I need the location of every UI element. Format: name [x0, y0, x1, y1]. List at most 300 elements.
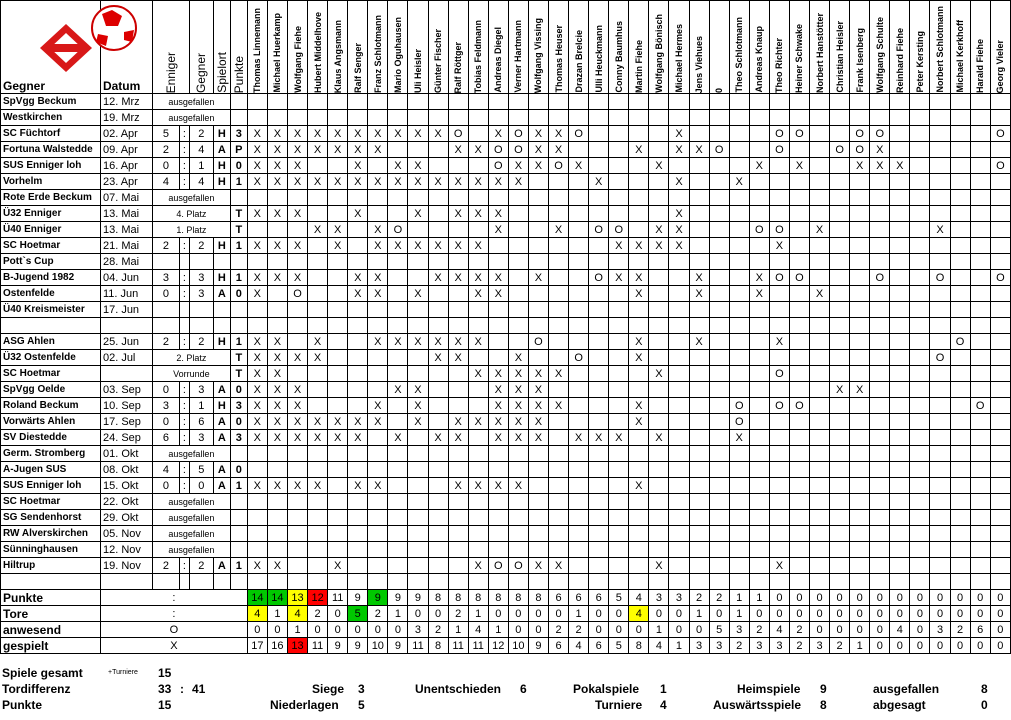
attendance-cell[interactable] [970, 478, 990, 494]
attendance-cell[interactable]: X [769, 334, 789, 350]
attendance-cell[interactable] [388, 558, 408, 574]
attendance-cell[interactable] [970, 94, 990, 110]
punkte-value[interactable]: 0 [930, 590, 950, 606]
player-header[interactable] [589, 1, 609, 94]
match-datum[interactable]: 02. Jul [100, 350, 152, 366]
attendance-cell[interactable] [488, 190, 508, 206]
attendance-cell[interactable]: X [729, 174, 749, 190]
attendance-cell[interactable] [789, 414, 809, 430]
tore-value[interactable]: 0 [669, 606, 689, 622]
attendance-cell[interactable]: X [528, 126, 548, 142]
attendance-cell[interactable] [970, 142, 990, 158]
attendance-cell[interactable] [247, 94, 267, 110]
header-spielort[interactable] [213, 1, 230, 94]
attendance-cell[interactable] [990, 334, 1010, 350]
attendance-cell[interactable] [348, 382, 368, 398]
attendance-cell[interactable] [368, 558, 388, 574]
attendance-cell[interactable] [649, 270, 669, 286]
attendance-cell[interactable]: X [528, 366, 548, 382]
punkte-value[interactable]: 13 [287, 590, 307, 606]
attendance-cell[interactable] [308, 190, 328, 206]
attendance-cell[interactable] [729, 94, 749, 110]
attendance-cell[interactable] [870, 430, 890, 446]
attendance-cell[interactable] [950, 94, 970, 110]
player-header[interactable] [990, 1, 1010, 94]
attendance-cell[interactable] [328, 158, 348, 174]
attendance-cell[interactable] [368, 158, 388, 174]
attendance-cell[interactable] [589, 478, 609, 494]
attendance-cell[interactable] [950, 382, 970, 398]
attendance-cell[interactable] [910, 526, 930, 542]
match-punkte[interactable] [230, 510, 247, 526]
attendance-cell[interactable]: X [669, 238, 689, 254]
match-datum[interactable]: 12. Nov [100, 542, 152, 558]
attendance-cell[interactable] [609, 414, 629, 430]
attendance-cell[interactable]: X [850, 158, 870, 174]
attendance-cell[interactable] [669, 270, 689, 286]
attendance-cell[interactable] [508, 270, 528, 286]
attendance-cell[interactable] [267, 254, 287, 270]
attendance-cell[interactable] [328, 286, 348, 302]
attendance-cell[interactable] [689, 510, 709, 526]
gespielt-value[interactable]: 2 [830, 638, 850, 654]
player-header[interactable] [930, 1, 950, 94]
match-punkte[interactable]: 1 [230, 558, 247, 574]
match-status[interactable]: 1. Platz [152, 222, 230, 238]
attendance-cell[interactable] [749, 414, 769, 430]
attendance-cell[interactable]: X [569, 430, 589, 446]
attendance-cell[interactable] [408, 190, 428, 206]
attendance-cell[interactable]: O [769, 398, 789, 414]
attendance-cell[interactable]: X [548, 398, 568, 414]
attendance-cell[interactable] [348, 238, 368, 254]
match-punkte[interactable] [230, 254, 247, 270]
match-spielort[interactable]: A [213, 382, 230, 398]
attendance-cell[interactable] [488, 110, 508, 126]
attendance-cell[interactable] [308, 206, 328, 222]
attendance-cell[interactable] [749, 238, 769, 254]
anwesend-value[interactable]: 0 [990, 622, 1010, 638]
match-status[interactable]: ausgefallen [152, 110, 230, 126]
attendance-cell[interactable]: X [267, 158, 287, 174]
attendance-cell[interactable] [950, 158, 970, 174]
attendance-cell[interactable] [629, 462, 649, 478]
attendance-cell[interactable] [850, 558, 870, 574]
match-spielort[interactable]: A [213, 558, 230, 574]
match-spielort[interactable]: A [213, 478, 230, 494]
attendance-cell[interactable] [950, 286, 970, 302]
player-header[interactable] [548, 1, 568, 94]
attendance-cell[interactable] [930, 446, 950, 462]
attendance-cell[interactable] [388, 302, 408, 318]
attendance-cell[interactable] [950, 430, 970, 446]
attendance-cell[interactable] [308, 286, 328, 302]
attendance-cell[interactable] [689, 254, 709, 270]
attendance-cell[interactable] [789, 238, 809, 254]
attendance-cell[interactable] [930, 254, 950, 270]
attendance-cell[interactable] [709, 366, 729, 382]
attendance-cell[interactable]: X [468, 142, 488, 158]
attendance-cell[interactable]: X [328, 430, 348, 446]
attendance-cell[interactable] [649, 414, 669, 430]
match-spielort[interactable] [213, 302, 230, 318]
match-enniger[interactable]: 0 [152, 286, 179, 302]
attendance-cell[interactable] [548, 510, 568, 526]
attendance-cell[interactable] [970, 270, 990, 286]
attendance-cell[interactable]: X [769, 238, 789, 254]
match-sep[interactable]: : [179, 238, 189, 254]
punkte-value[interactable]: 0 [990, 590, 1010, 606]
attendance-cell[interactable]: X [649, 222, 669, 238]
gespielt-value[interactable]: 6 [589, 638, 609, 654]
attendance-cell[interactable] [930, 366, 950, 382]
attendance-cell[interactable] [548, 542, 568, 558]
attendance-cell[interactable] [970, 238, 990, 254]
match-status[interactable]: ausgefallen [152, 542, 230, 558]
tore-label[interactable]: Tore [1, 606, 101, 622]
attendance-cell[interactable]: X [508, 478, 528, 494]
attendance-cell[interactable]: X [308, 142, 328, 158]
attendance-cell[interactable] [990, 414, 1010, 430]
attendance-cell[interactable]: X [488, 286, 508, 302]
attendance-cell[interactable] [589, 254, 609, 270]
attendance-cell[interactable]: X [308, 174, 328, 190]
match-sep[interactable]: : [179, 462, 189, 478]
attendance-cell[interactable] [830, 446, 850, 462]
anwesend-value[interactable]: 6 [970, 622, 990, 638]
match-datum[interactable]: 11. Jun [100, 286, 152, 302]
anwesend-value[interactable]: 0 [528, 622, 548, 638]
attendance-cell[interactable] [428, 542, 448, 558]
attendance-cell[interactable] [287, 318, 307, 334]
attendance-cell[interactable]: X [408, 382, 428, 398]
attendance-cell[interactable]: X [428, 238, 448, 254]
attendance-cell[interactable] [649, 286, 669, 302]
tore-value[interactable]: 0 [930, 606, 950, 622]
attendance-cell[interactable] [348, 318, 368, 334]
match-spielort[interactable]: A [213, 142, 230, 158]
attendance-cell[interactable] [789, 206, 809, 222]
attendance-cell[interactable]: O [990, 126, 1010, 142]
player-header[interactable] [267, 1, 287, 94]
header-datum[interactable]: Datum [100, 1, 152, 94]
attendance-cell[interactable] [528, 510, 548, 526]
match-sep[interactable]: : [179, 558, 189, 574]
attendance-cell[interactable] [689, 94, 709, 110]
attendance-cell[interactable]: O [990, 158, 1010, 174]
attendance-cell[interactable] [328, 462, 348, 478]
attendance-cell[interactable] [950, 222, 970, 238]
match-sep[interactable]: : [179, 286, 189, 302]
punkte-value[interactable]: 5 [609, 590, 629, 606]
attendance-cell[interactable] [448, 510, 468, 526]
attendance-cell[interactable] [428, 110, 448, 126]
attendance-cell[interactable] [870, 494, 890, 510]
punkte-value[interactable]: 9 [348, 590, 368, 606]
attendance-cell[interactable]: X [348, 414, 368, 430]
attendance-cell[interactable] [609, 206, 629, 222]
attendance-cell[interactable] [468, 110, 488, 126]
attendance-cell[interactable] [368, 318, 388, 334]
attendance-cell[interactable]: X [368, 270, 388, 286]
match-punkte[interactable] [230, 446, 247, 462]
attendance-cell[interactable] [569, 302, 589, 318]
spacer-cell[interactable] [709, 574, 729, 590]
attendance-cell[interactable]: X [267, 350, 287, 366]
attendance-cell[interactable] [749, 254, 769, 270]
attendance-cell[interactable]: X [468, 286, 488, 302]
attendance-cell[interactable] [267, 286, 287, 302]
attendance-cell[interactable] [890, 110, 910, 126]
attendance-cell[interactable] [950, 494, 970, 510]
attendance-cell[interactable]: X [247, 270, 267, 286]
attendance-cell[interactable] [870, 254, 890, 270]
attendance-cell[interactable] [649, 142, 669, 158]
tore-value[interactable]: 0 [609, 606, 629, 622]
attendance-cell[interactable] [870, 302, 890, 318]
anwesend-value[interactable]: 0 [388, 622, 408, 638]
attendance-cell[interactable] [388, 494, 408, 510]
attendance-cell[interactable] [950, 510, 970, 526]
attendance-cell[interactable] [287, 558, 307, 574]
attendance-cell[interactable] [328, 382, 348, 398]
attendance-cell[interactable]: X [368, 286, 388, 302]
gespielt-value[interactable]: 10 [368, 638, 388, 654]
spacer-cell[interactable] [850, 574, 870, 590]
attendance-cell[interactable] [709, 494, 729, 510]
attendance-cell[interactable] [709, 190, 729, 206]
attendance-cell[interactable]: X [508, 398, 528, 414]
spacer-cell[interactable] [267, 574, 287, 590]
tore-mark[interactable]: : [100, 606, 247, 622]
attendance-cell[interactable] [428, 142, 448, 158]
attendance-cell[interactable] [729, 350, 749, 366]
attendance-cell[interactable] [689, 110, 709, 126]
attendance-cell[interactable]: O [930, 350, 950, 366]
attendance-cell[interactable] [669, 414, 689, 430]
attendance-cell[interactable] [308, 446, 328, 462]
attendance-cell[interactable] [508, 334, 528, 350]
match-gegner[interactable]: Ü32 Ostenfelde [1, 350, 101, 366]
attendance-cell[interactable]: X [328, 174, 348, 190]
attendance-cell[interactable] [729, 270, 749, 286]
attendance-cell[interactable] [769, 94, 789, 110]
attendance-cell[interactable]: X [348, 174, 368, 190]
attendance-cell[interactable] [810, 126, 830, 142]
spacer-cell[interactable] [448, 574, 468, 590]
punkte-value[interactable]: 12 [308, 590, 328, 606]
attendance-cell[interactable]: X [689, 142, 709, 158]
attendance-cell[interactable] [609, 366, 629, 382]
attendance-cell[interactable] [930, 462, 950, 478]
attendance-cell[interactable] [609, 174, 629, 190]
attendance-cell[interactable] [649, 318, 669, 334]
match-status[interactable]: ausgefallen [152, 494, 230, 510]
attendance-cell[interactable] [769, 510, 789, 526]
attendance-cell[interactable] [267, 302, 287, 318]
attendance-cell[interactable]: X [448, 238, 468, 254]
attendance-cell[interactable] [388, 446, 408, 462]
attendance-cell[interactable] [810, 414, 830, 430]
match-datum[interactable] [100, 318, 152, 334]
attendance-cell[interactable]: X [629, 478, 649, 494]
attendance-cell[interactable] [990, 174, 1010, 190]
match-spielort[interactable]: H [213, 174, 230, 190]
player-header[interactable] [729, 1, 749, 94]
attendance-cell[interactable] [428, 302, 448, 318]
attendance-cell[interactable]: X [408, 238, 428, 254]
attendance-cell[interactable]: O [769, 222, 789, 238]
attendance-cell[interactable] [729, 110, 749, 126]
attendance-cell[interactable] [468, 94, 488, 110]
attendance-cell[interactable]: X [287, 206, 307, 222]
match-sep[interactable]: : [179, 270, 189, 286]
attendance-cell[interactable] [669, 542, 689, 558]
attendance-cell[interactable]: X [528, 414, 548, 430]
attendance-cell[interactable] [729, 142, 749, 158]
attendance-cell[interactable]: X [247, 238, 267, 254]
attendance-cell[interactable]: X [328, 558, 348, 574]
tore-value[interactable]: 4 [287, 606, 307, 622]
spacer-cell[interactable] [368, 574, 388, 590]
attendance-cell[interactable] [388, 526, 408, 542]
attendance-cell[interactable] [609, 286, 629, 302]
attendance-cell[interactable]: X [308, 414, 328, 430]
attendance-cell[interactable] [428, 382, 448, 398]
match-enniger[interactable]: 2 [152, 558, 179, 574]
match-gegner-goals[interactable]: 5 [189, 462, 213, 478]
attendance-cell[interactable] [468, 254, 488, 270]
attendance-cell[interactable] [950, 542, 970, 558]
attendance-cell[interactable] [930, 526, 950, 542]
punkte-value[interactable]: 11 [328, 590, 348, 606]
attendance-cell[interactable] [589, 302, 609, 318]
attendance-cell[interactable] [428, 446, 448, 462]
attendance-cell[interactable] [528, 494, 548, 510]
tore-value[interactable]: 1 [689, 606, 709, 622]
anwesend-value[interactable]: 0 [308, 622, 328, 638]
attendance-cell[interactable]: X [348, 126, 368, 142]
attendance-cell[interactable] [810, 398, 830, 414]
attendance-cell[interactable] [930, 510, 950, 526]
match-gegner[interactable]: Germ. Stromberg [1, 446, 101, 462]
attendance-cell[interactable] [589, 126, 609, 142]
attendance-cell[interactable] [749, 318, 769, 334]
attendance-cell[interactable] [789, 350, 809, 366]
gespielt-value[interactable]: 3 [769, 638, 789, 654]
match-punkte[interactable]: 0 [230, 382, 247, 398]
attendance-cell[interactable] [810, 206, 830, 222]
attendance-cell[interactable]: X [247, 382, 267, 398]
anwesend-value[interactable]: 2 [950, 622, 970, 638]
attendance-cell[interactable] [528, 526, 548, 542]
attendance-cell[interactable] [970, 158, 990, 174]
attendance-cell[interactable] [388, 542, 408, 558]
attendance-cell[interactable] [749, 462, 769, 478]
attendance-cell[interactable] [508, 238, 528, 254]
attendance-cell[interactable] [890, 190, 910, 206]
attendance-cell[interactable] [368, 382, 388, 398]
tore-value[interactable]: 0 [749, 606, 769, 622]
attendance-cell[interactable] [830, 174, 850, 190]
match-gegner-goals[interactable]: 4 [189, 142, 213, 158]
attendance-cell[interactable] [589, 286, 609, 302]
attendance-cell[interactable] [709, 126, 729, 142]
player-header[interactable] [669, 1, 689, 94]
attendance-cell[interactable]: X [749, 158, 769, 174]
attendance-cell[interactable] [569, 542, 589, 558]
attendance-cell[interactable] [910, 206, 930, 222]
attendance-cell[interactable] [990, 302, 1010, 318]
attendance-cell[interactable] [468, 462, 488, 478]
gespielt-value[interactable]: 11 [308, 638, 328, 654]
attendance-cell[interactable] [368, 510, 388, 526]
attendance-cell[interactable] [890, 430, 910, 446]
attendance-cell[interactable]: O [287, 286, 307, 302]
attendance-cell[interactable]: X [267, 334, 287, 350]
tore-value[interactable]: 5 [348, 606, 368, 622]
attendance-cell[interactable] [729, 446, 749, 462]
attendance-cell[interactable]: X [428, 174, 448, 190]
attendance-cell[interactable] [689, 558, 709, 574]
attendance-cell[interactable] [930, 318, 950, 334]
attendance-cell[interactable] [247, 526, 267, 542]
attendance-cell[interactable] [729, 126, 749, 142]
attendance-cell[interactable]: X [508, 430, 528, 446]
attendance-cell[interactable] [850, 350, 870, 366]
attendance-cell[interactable]: X [388, 334, 408, 350]
anwesend-label[interactable]: anwesend [1, 622, 101, 638]
anwesend-value[interactable]: 0 [348, 622, 368, 638]
spacer-cell[interactable] [769, 574, 789, 590]
attendance-cell[interactable]: O [830, 142, 850, 158]
attendance-cell[interactable] [970, 542, 990, 558]
attendance-cell[interactable] [910, 270, 930, 286]
attendance-cell[interactable] [810, 510, 830, 526]
attendance-cell[interactable] [850, 238, 870, 254]
attendance-cell[interactable] [408, 558, 428, 574]
attendance-cell[interactable] [950, 238, 970, 254]
attendance-cell[interactable] [408, 462, 428, 478]
attendance-cell[interactable] [589, 318, 609, 334]
attendance-cell[interactable] [609, 478, 629, 494]
attendance-cell[interactable] [769, 462, 789, 478]
attendance-cell[interactable] [308, 158, 328, 174]
attendance-cell[interactable]: O [388, 222, 408, 238]
attendance-cell[interactable] [910, 542, 930, 558]
match-punkte[interactable]: T [230, 222, 247, 238]
attendance-cell[interactable] [789, 446, 809, 462]
attendance-cell[interactable]: X [247, 142, 267, 158]
attendance-cell[interactable] [348, 334, 368, 350]
attendance-cell[interactable]: X [629, 238, 649, 254]
attendance-cell[interactable] [970, 382, 990, 398]
attendance-cell[interactable] [709, 254, 729, 270]
attendance-cell[interactable]: X [287, 158, 307, 174]
attendance-cell[interactable] [950, 558, 970, 574]
attendance-cell[interactable]: X [649, 366, 669, 382]
spacer-cell[interactable] [488, 574, 508, 590]
anwesend-value[interactable]: 2 [749, 622, 769, 638]
attendance-cell[interactable] [990, 286, 1010, 302]
attendance-cell[interactable]: X [468, 478, 488, 494]
attendance-cell[interactable] [749, 302, 769, 318]
anwesend-value[interactable]: 0 [830, 622, 850, 638]
attendance-cell[interactable]: X [247, 366, 267, 382]
player-header[interactable] [850, 1, 870, 94]
spacer-cell[interactable] [1, 574, 101, 590]
attendance-cell[interactable] [709, 318, 729, 334]
